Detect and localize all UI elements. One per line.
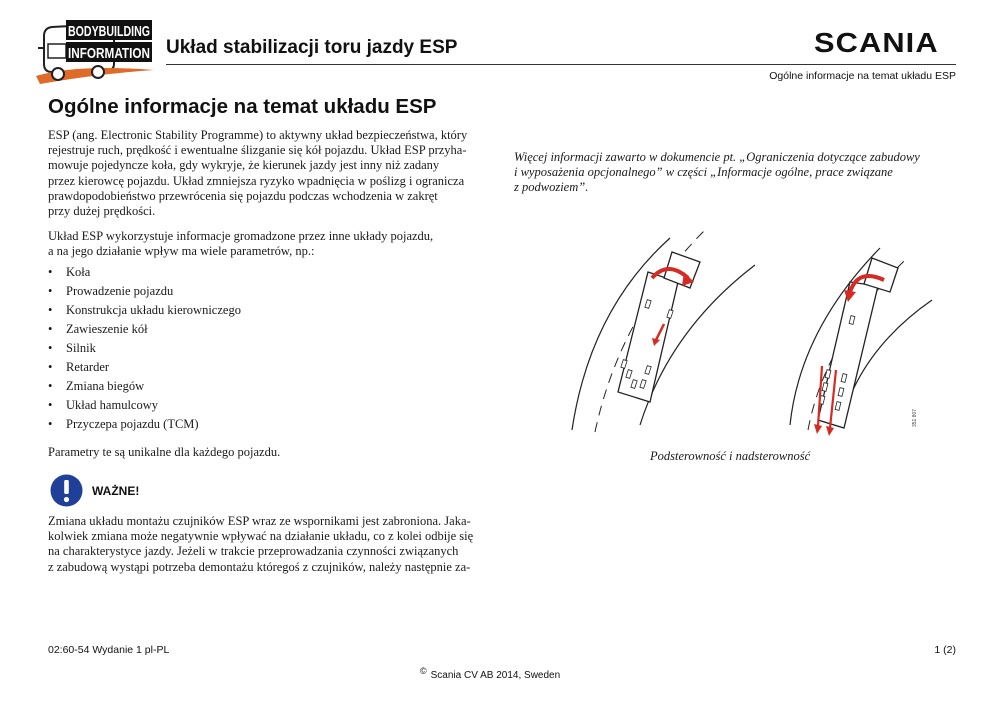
- section-title: Ogólne informacje na temat układu ESP: [48, 95, 437, 118]
- bullet-icon: •: [48, 417, 53, 431]
- page-number: 1 (2): [934, 644, 956, 656]
- list-item: [48, 339, 241, 358]
- document-title: Układ stabilizacji toru jazdy ESP: [166, 37, 458, 58]
- important-line: z zabudową wystąpi potrzeba demontażu któregoś z czujników, należy następnie za-: [48, 559, 471, 574]
- header-divider: [166, 64, 956, 65]
- copyright: [420, 666, 560, 681]
- scania-logo: [814, 27, 955, 58]
- list-item-label: Zmiana biegów: [66, 379, 145, 393]
- list-item: [48, 396, 241, 415]
- scania-wordmark: SCANIA: [814, 27, 939, 58]
- bullet-icon: •: [48, 398, 53, 412]
- important-line: kolwiek zmiana może negatywnie wpływać na działanie układu, co z kolei odbije się: [48, 529, 474, 544]
- intro-line: rejestruje ruch, prędkość i ewentualne ślizganie się kół pojazdu. Układ ESP przyha-: [48, 143, 467, 158]
- bullet-icon: •: [48, 303, 53, 317]
- bullet-icon: •: [48, 379, 53, 393]
- copyright-text: Scania CV AB 2014, Sweden: [430, 670, 561, 681]
- parameters-intro-paragraph: [48, 229, 508, 259]
- bullet-icon: •: [48, 341, 53, 355]
- copyright-icon: ©: [420, 666, 427, 676]
- list-item-label: Układ hamulcowy: [66, 398, 158, 412]
- list-item: [48, 320, 241, 339]
- list-item: [48, 301, 241, 320]
- list-item: [48, 358, 241, 377]
- parameters-intro-line: a na jego działanie wpływ ma wiele parametrów, np.:: [48, 244, 315, 259]
- list-item-label: Silnik: [66, 341, 96, 355]
- list-item-label: Prowadzenie pojazdu: [66, 284, 174, 298]
- warning-icon: [50, 474, 83, 507]
- list-item-label: Koła: [66, 265, 91, 279]
- figure-caption: Podsterowność i nadsterowność: [650, 449, 811, 463]
- intro-line: prawdopodobieństwo przewrócenia się pojazdu podczas wchodzenia w zakręt: [48, 188, 438, 203]
- figure-id: 351 807: [912, 408, 918, 427]
- parameters-intro-line: Układ ESP wykorzystuje informacje gromadzone przez inne układy pojazdu,: [48, 229, 434, 243]
- reference-note: [514, 150, 920, 196]
- bodybuilding-information-logo: [36, 14, 154, 86]
- intro-paragraph: [48, 128, 508, 219]
- list-item-label: Przyczepa pojazdu (TCM): [66, 417, 199, 431]
- list-item-label: Zawieszenie kół: [66, 322, 148, 336]
- unique-parameters-line: Parametry te są unikalne dla każdego pojazdu.: [48, 445, 281, 459]
- intro-line: przy dużej prędkości.: [48, 204, 156, 219]
- important-line: Zmiana układu montażu czujników ESP wraz ze wspornikami jest zabroniona. Jaka-: [48, 514, 471, 528]
- logo-text-bodybuilding: BODYBUILDING: [68, 23, 150, 40]
- intro-line: mowuje pojedyncze koła, gdy wykryje, że kierunek jazdy jest inny niż zadany: [48, 158, 440, 173]
- list-item-label: Retarder: [66, 360, 110, 374]
- logo-text-information: INFORMATION: [68, 45, 150, 62]
- important-paragraph: [48, 514, 508, 575]
- header-subtitle: Ogólne informacje na temat układu ESP: [769, 70, 956, 82]
- reference-note-line: i wyposażenia opcjonalnego” w części „Informacje ogólne, prace związane: [514, 165, 893, 180]
- oversteer-truck: [814, 258, 898, 436]
- bullet-icon: •: [48, 360, 53, 374]
- list-item: [48, 377, 241, 396]
- understeer-oversteer-illustration: [560, 220, 932, 445]
- list-item: [48, 415, 241, 434]
- document-reference: 02:60-54 Wydanie 1 pl-PL: [48, 644, 170, 656]
- reference-note-line: Więcej informacji zawarto w dokumencie pt. „Ograniczenia dotyczące zabudowy: [514, 150, 920, 164]
- bullet-icon: •: [48, 284, 53, 298]
- bullet-icon: •: [48, 322, 53, 336]
- parameters-list: [48, 263, 241, 434]
- intro-line: przez kierowcę pojazdu. Układ zmniejsza ryzyko wpadnięcia w poślizg i ogranicza: [48, 173, 465, 188]
- list-item: [48, 263, 241, 282]
- list-item-label: Konstrukcja układu kierowniczego: [66, 303, 241, 317]
- list-item: [48, 282, 241, 301]
- unique-parameters-note: [48, 445, 508, 460]
- important-line: na charakterystyce jazdy. Jeżeli w trakcie przeprowadzania czynności związanych: [48, 544, 459, 559]
- bullet-icon: •: [48, 265, 53, 279]
- important-label: WAŻNE!: [92, 484, 140, 498]
- intro-line: ESP (ang. Electronic Stability Programme) to aktywny układ bezpieczeństwa, który: [48, 128, 468, 142]
- reference-note-line: z podwoziem”.: [514, 180, 589, 195]
